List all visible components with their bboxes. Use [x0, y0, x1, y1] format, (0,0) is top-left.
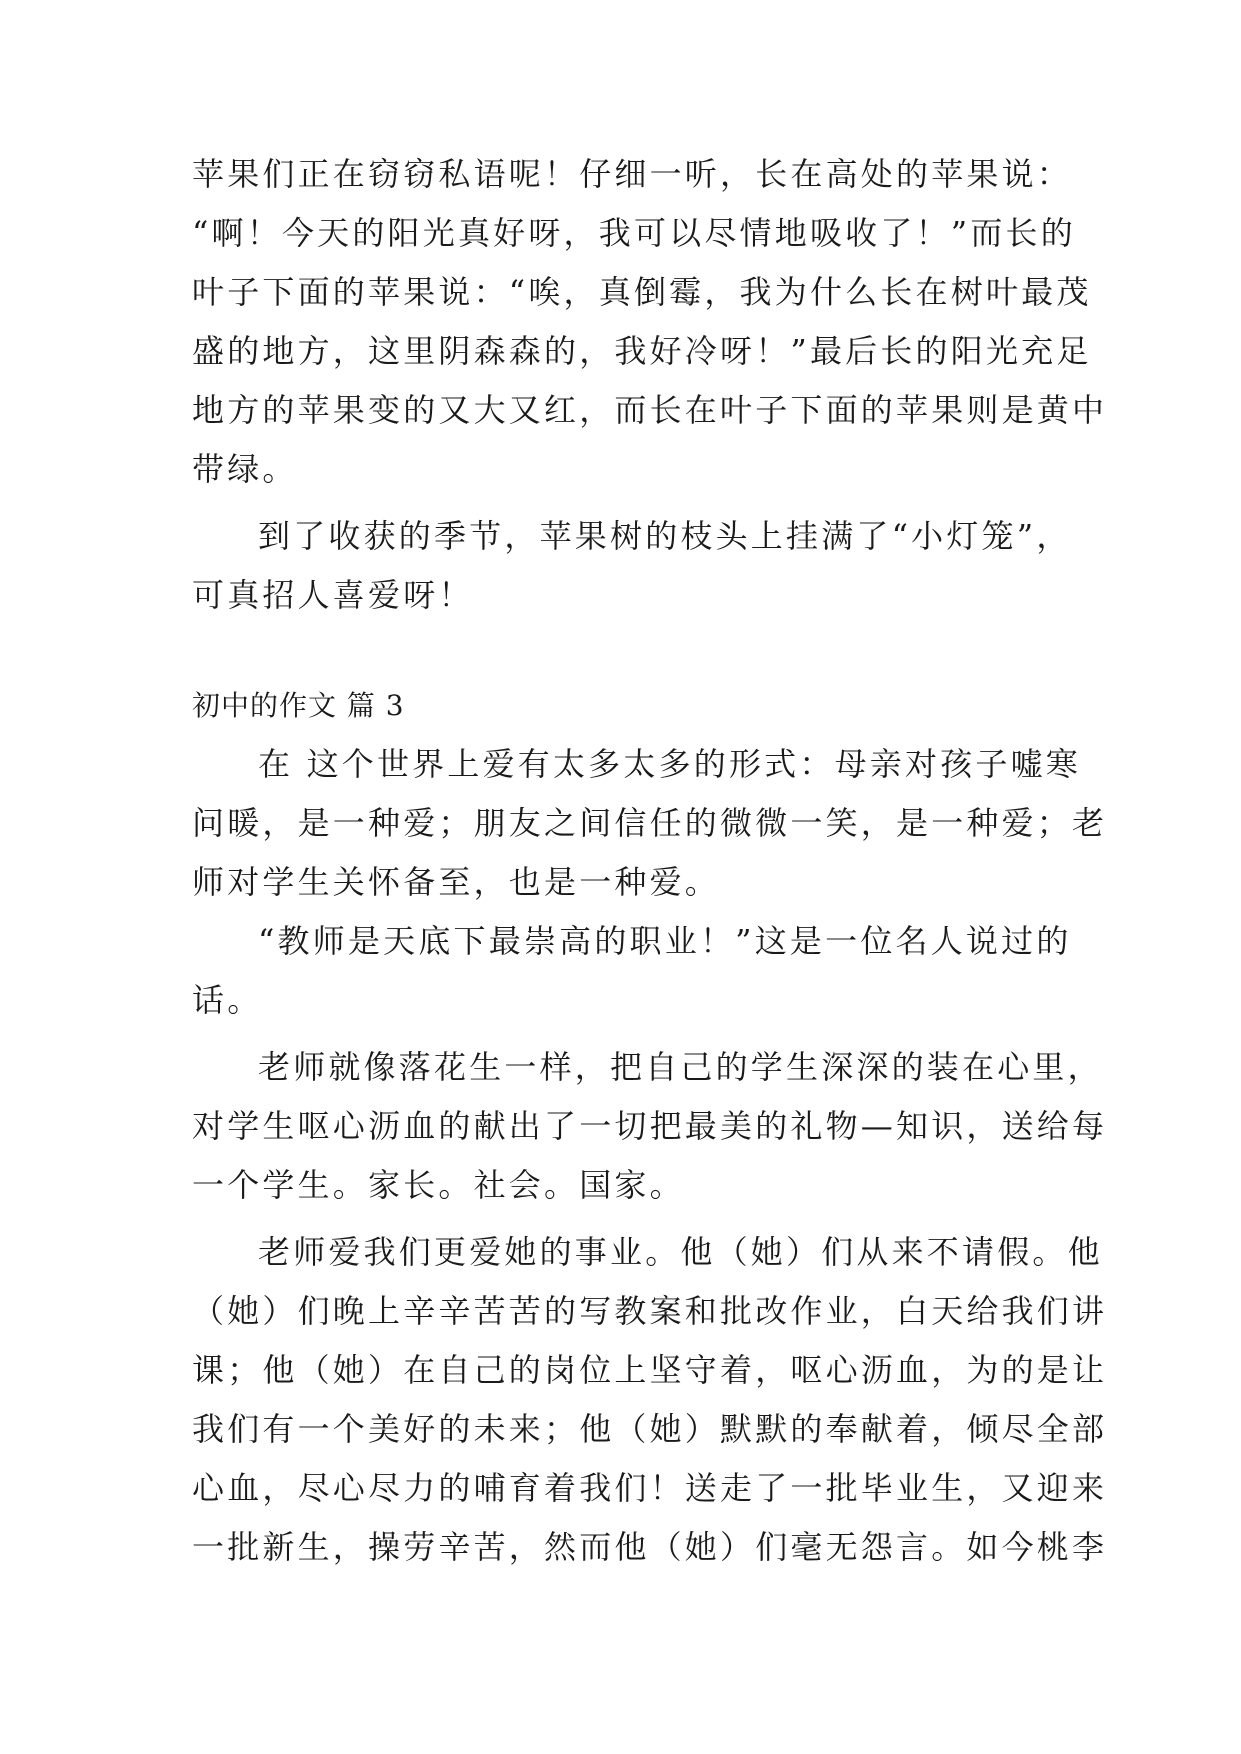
text-line: 问暖，是一种爱；朋友之间信任的微微一笑，是一种爱；老 [192, 804, 1108, 842]
paragraph-apples-whisper [192, 145, 1108, 499]
text-line: 苹果们正在窃窃私语呢！仔细一听，长在高处的苹果说： [192, 155, 1073, 193]
text-line: 老师就像落花生一样，把自己的学生深深的装在心里， [258, 1048, 1103, 1086]
text-line: 可真招人喜爱呀！ [192, 576, 474, 614]
text-line: “啊！今天的阳光真好呀，我可以尽情地吸收了！”而长的 [192, 214, 1076, 252]
paragraph-harvest [192, 507, 1072, 625]
text-line: 师对学生关怀备至，也是一种爱。 [192, 863, 721, 901]
text-line: 课；他（她）在自己的岗位上坚守着，呕心沥血，为的是让 [192, 1351, 1108, 1389]
text-line: 到了收获的季节，苹果树的枝头上挂满了“小灯笼”， [258, 517, 1072, 555]
text-line: 盛的地方，这里阴森森的，我好冷呀！”最后长的阳光充足 [192, 332, 1092, 370]
text-line: “教师是天底下最崇高的职业！”这是一位名人说过的 [258, 922, 1072, 960]
text-line: 老师爱我们更爱她的事业。他（她）们从来不请假。他 [258, 1233, 1103, 1271]
paragraph-peanut [192, 1038, 1108, 1215]
paragraph-teacher-quote [192, 912, 1072, 1030]
text-line: 叶子下面的苹果说：“唉，真倒霉，我为什么长在树叶最茂 [192, 273, 1092, 311]
paragraph-teacher-dedication [192, 1223, 1108, 1577]
text-line: 话。 [192, 981, 263, 1019]
text-line: （她）们晚上辛辛苦苦的写教案和批改作业，白天给我们讲 [192, 1292, 1108, 1330]
text-line: 对学生呕心沥血的献出了一切把最美的礼物—知识，送给每 [192, 1107, 1108, 1145]
text-line: 一批新生，操劳辛苦，然而他（她）们毫无怨言。如今桃李 [192, 1528, 1108, 1566]
text-line: 带绿。 [192, 450, 298, 488]
document-page [192, 145, 1108, 1577]
text-line: 我们有一个美好的未来；他（她）默默的奉献着，倾尽全部 [192, 1410, 1108, 1448]
text-line: 在 这个世界上爱有太多太多的形式：母亲对孩子嘘寒 [258, 745, 1081, 783]
text-line: 地方的苹果变的又大又红，而长在叶子下面的苹果则是黄中 [192, 391, 1108, 429]
text-line: 心血，尽心尽力的哺育着我们！送走了一批毕业生，又迎来 [192, 1469, 1108, 1507]
paragraph-forms-of-love [192, 735, 1108, 912]
section-heading: 初中的作文 篇 3 [192, 689, 405, 722]
text-line: 一个学生。家长。社会。国家。 [192, 1166, 685, 1204]
